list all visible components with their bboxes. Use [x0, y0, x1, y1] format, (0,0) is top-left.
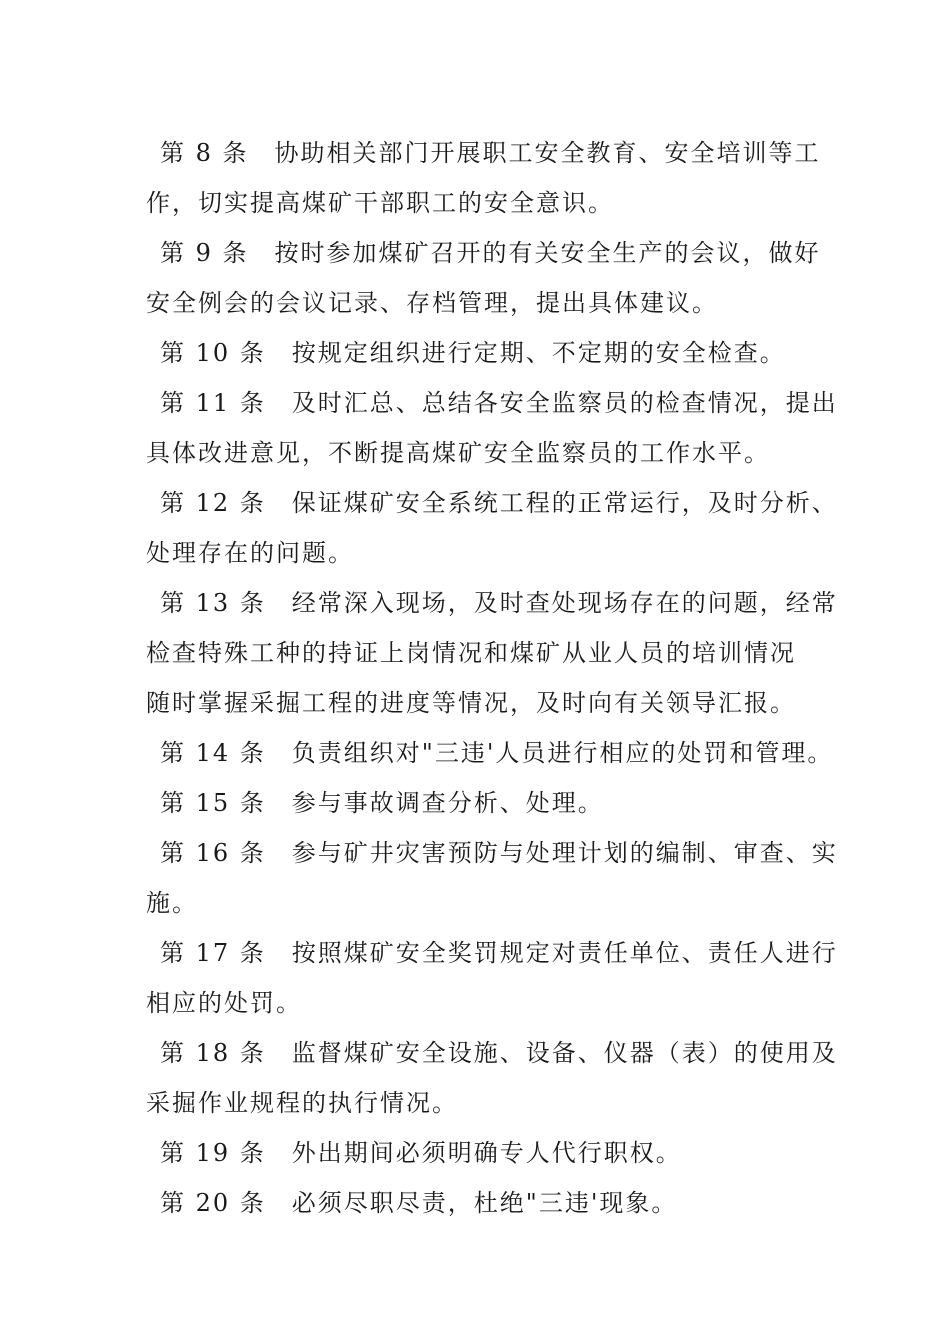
- article-16-line-1: 第 16 条 参与矿井灾害预防与处理计划的编制、审查、实: [160, 839, 838, 867]
- article-13-line-3: 随时掌握采掘工程的进度等情况，及时向有关领导汇报。: [146, 689, 796, 717]
- article-13-line-1: 第 13 条 经常深入现场，及时查处现场存在的问题，经常: [160, 589, 838, 617]
- article-11-line-1: 第 11 条 及时汇总、总结各安全监察员的检查情况，提出: [160, 389, 838, 417]
- article-16-line-2: 施。: [146, 889, 198, 917]
- article-19-line-1: 第 19 条 外出期间必须明确专人代行职权。: [160, 1139, 682, 1167]
- document-body: [146, 128, 838, 1228]
- article-12-line-2: 处理存在的问题。: [146, 539, 354, 567]
- article-8-line-1: 第 8 条 协助相关部门开展职工安全教育、安全培训等工: [160, 139, 821, 167]
- article-8-line-2: 作，切实提高煤矿干部职工的安全意识。: [146, 189, 614, 217]
- article-18-line-2: 采掘作业规程的执行情况。: [146, 1089, 458, 1117]
- article-9-line-2: 安全例会的会议记录、存档管理，提出具体建议。: [146, 289, 718, 317]
- article-9-line-1: 第 9 条 按时参加煤矿召开的有关安全生产的会议，做好: [160, 239, 821, 267]
- article-17-line-1: 第 17 条 按照煤矿安全奖罚规定对责任单位、责任人进行: [160, 939, 838, 967]
- article-17-line-2: 相应的处罚。: [146, 989, 302, 1017]
- article-10-line-1: 第 10 条 按规定组织进行定期、不定期的安全检查。: [160, 339, 786, 367]
- article-18-line-1: 第 18 条 监督煤矿安全设施、设备、仪器（表）的使用及: [160, 1039, 838, 1067]
- article-13-line-2: 检查特殊工种的持证上岗情况和煤矿从业人员的培训情况: [146, 639, 796, 667]
- article-15-line-1: 第 15 条 参与事故调查分析、处理。: [160, 789, 604, 817]
- article-20-line-1: 第 20 条 必须尽职尽责，杜绝"三违'现象。: [160, 1189, 678, 1217]
- article-14-line-1: 第 14 条 负责组织对"三违'人员进行相应的处罚和管理。: [160, 739, 834, 767]
- article-11-line-2: 具体改进意见，不断提高煤矿安全监察员的工作水平。: [146, 439, 770, 467]
- article-12-line-1: 第 12 条 保证煤矿安全系统工程的正常运行，及时分析、: [160, 489, 838, 517]
